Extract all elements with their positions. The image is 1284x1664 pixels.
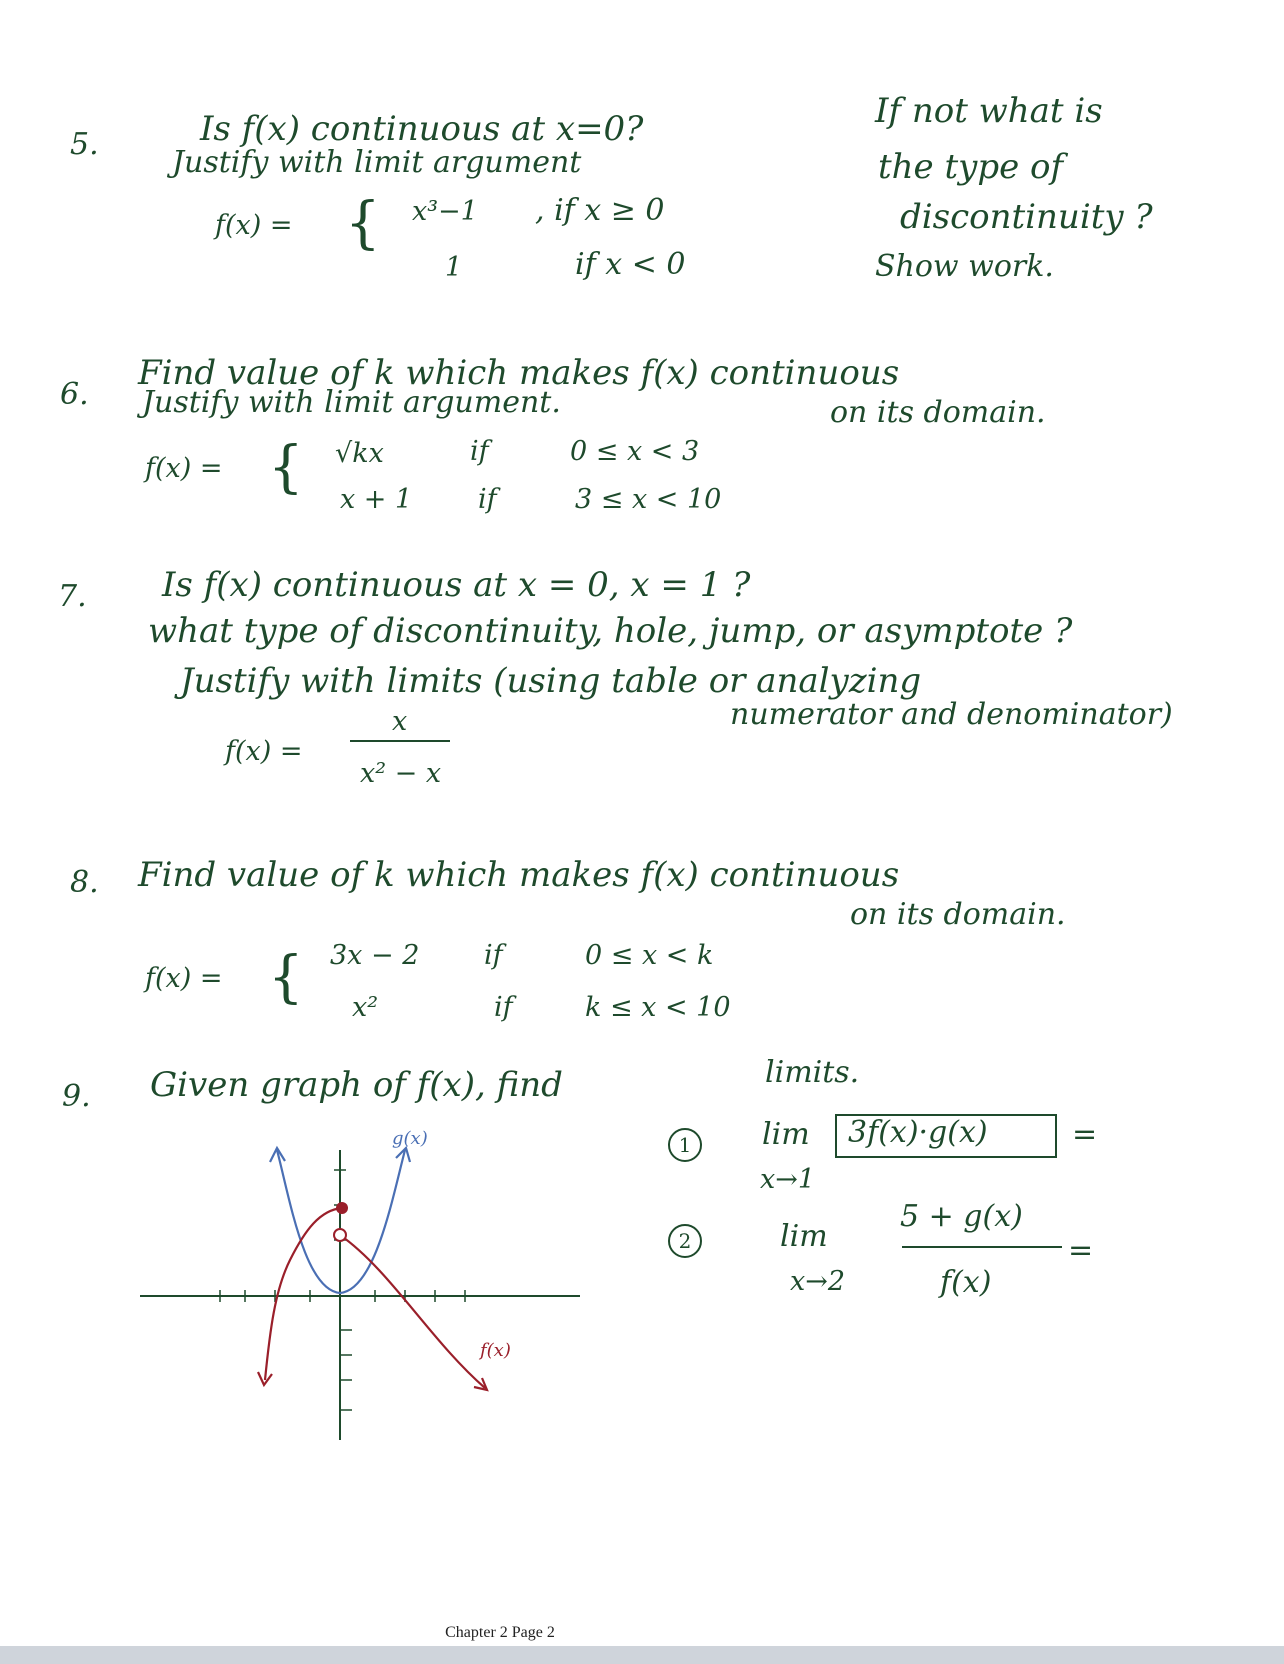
problem-9-q2-fraction-bar — [902, 1246, 1062, 1248]
problem-6-case2-if: if — [478, 484, 497, 515]
problem-8-brace: { — [268, 945, 304, 1010]
problem-5-case1-expr: x³−1 — [412, 196, 478, 227]
page-footer: Chapter 2 Page 2 — [445, 1624, 555, 1641]
problem-9-q2-subscript: x→2 — [790, 1266, 846, 1297]
problem-8-line1: Find value of k which makes f(x) continuous — [138, 855, 900, 895]
problem-6-case1-cond: 0 ≤ x < 3 — [570, 436, 700, 467]
problem-9-q2-denominator: f(x) — [940, 1265, 992, 1300]
problem-8-case2-expr: x² — [352, 992, 379, 1023]
problem-5-side1: If not what is — [875, 91, 1103, 131]
problem-6-brace: { — [268, 435, 304, 500]
g-label: g(x) — [392, 1128, 428, 1149]
bottom-bar — [0, 1646, 1284, 1664]
problem-9-q2-equals: = — [1068, 1233, 1094, 1268]
problem-8-side: on its domain. — [850, 897, 1066, 932]
problem-6-line2: Justify with limit argument. — [142, 385, 561, 420]
problem-6-side: on its domain. — [830, 395, 1046, 430]
graph-svg — [130, 1140, 590, 1450]
problem-9-q2-lim: lim — [780, 1219, 828, 1254]
problem-7-line1: Is f(x) continuous at x = 0, x = 1 ? — [162, 565, 751, 605]
problem-5-line2: Justify with limit argument — [172, 145, 582, 180]
problem-5-case2-expr: 1 — [445, 252, 463, 283]
problem-7-numerator: x — [392, 706, 408, 737]
f-curve-right — [340, 1235, 485, 1388]
problem-6-fx: f(x) = — [145, 453, 223, 484]
problem-7-line2: what type of discontinuity, hole, jump, or asymptote ? — [148, 611, 1073, 651]
problem-6-case2-cond: 3 ≤ x < 10 — [575, 484, 722, 515]
problem-8-case1-cond: 0 ≤ x < k — [585, 940, 714, 971]
problem-7-fx: f(x) = — [225, 736, 303, 767]
f-open-point — [334, 1229, 346, 1241]
problem-6-line1: Find value of k which makes f(x) continuous — [138, 353, 900, 393]
problem-6-number: 6. — [60, 377, 89, 412]
problem-8-case2-if: if — [494, 992, 513, 1023]
problem-5-side3: discontinuity ? — [900, 197, 1153, 237]
problem-5-brace: { — [345, 191, 381, 256]
problem-5-side4: Show work. — [875, 249, 1054, 284]
problem-7-number: 7. — [58, 579, 87, 614]
problem-9-q2-marker: 2 — [668, 1224, 702, 1258]
problem-5-case1-cond: , if x ≥ 0 — [535, 193, 665, 228]
problem-7-denominator: x² − x — [360, 758, 442, 789]
problem-9-q1-marker: 1 — [668, 1128, 702, 1162]
problem-8-case1-expr: 3x − 2 — [330, 940, 420, 971]
problem-7-line3: Justify with limits (using table or analyzing — [180, 661, 922, 701]
f-filled-point — [336, 1202, 348, 1214]
problem-5-number: 5. — [70, 127, 99, 162]
problem-6-case1-expr: √kx — [335, 438, 384, 469]
problem-5-side2: the type of — [878, 147, 1064, 187]
problem-6-case2-expr: x + 1 — [340, 484, 413, 515]
problem-7-line4: numerator and denominator) — [730, 697, 1173, 732]
problem-9-q2-numerator: 5 + g(x) — [900, 1199, 1023, 1234]
problem-5-line1: Is f(x) continuous at x=0? — [200, 109, 644, 149]
problem-9-q1-equals: = — [1072, 1117, 1098, 1152]
problem-9-q1-lim: lim — [762, 1117, 810, 1152]
problem-8-number: 8. — [70, 865, 99, 900]
f-curve — [265, 1208, 342, 1380]
problem-5-fx: f(x) = — [215, 210, 293, 241]
problem-8-case2-cond: k ≤ x < 10 — [585, 992, 731, 1023]
problem-5-case2-cond: if x < 0 — [575, 247, 686, 282]
problem-9-q1-subscript: x→1 — [760, 1164, 816, 1195]
problem-9-graph — [130, 1128, 590, 1454]
problem-6-case1-if: if — [470, 436, 489, 467]
problem-9-number: 9. — [62, 1079, 91, 1114]
problem-9-side: limits. — [765, 1055, 860, 1090]
problem-9-line1: Given graph of f(x), find — [150, 1065, 563, 1105]
problem-8-case1-if: if — [484, 940, 503, 971]
f-label: f(x) — [480, 1340, 511, 1361]
problem-8-fx: f(x) = — [145, 963, 223, 994]
problem-7-fraction-bar — [350, 740, 450, 742]
problem-9-q1-expr: 3f(x)·g(x) — [848, 1115, 988, 1150]
